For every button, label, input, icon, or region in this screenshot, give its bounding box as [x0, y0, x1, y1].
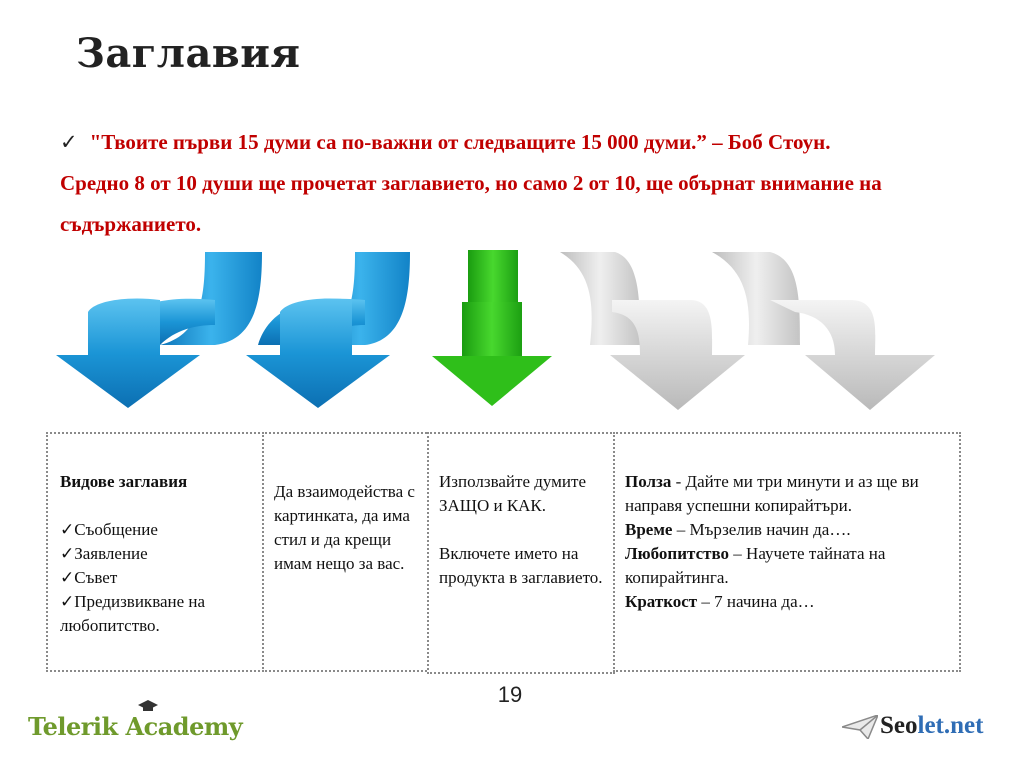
benefit-item — [625, 590, 951, 614]
headline-type-item: ✓Съвет — [60, 568, 118, 587]
headline-type-item: ✓Съобщение — [60, 520, 158, 539]
paper-plane-icon — [842, 715, 878, 739]
benefit-term: Полза — [625, 472, 672, 491]
quote-text: "Твоите първи 15 думи са по-важни от следващите 15 000 думи.” – Боб Стоун. Средно 8 от 10 души ще прочетат заглавието, но само 2 от 10, ще обърнат внимание на съдържанието. — [60, 130, 882, 236]
benefit-desc: - Дайте ми три минути и аз ще ви направя успешни копирайтъри. — [625, 472, 919, 515]
benefit-item — [625, 542, 951, 590]
headline-type-item: ✓Заявление — [60, 544, 148, 563]
slide-title: Заглавия — [76, 30, 301, 77]
benefit-desc: – 7 начина да… — [697, 592, 815, 611]
headline-types-box — [46, 432, 264, 672]
headline-type-item: ✓Предизвикване на любопитство. — [60, 592, 206, 635]
benefit-term: Краткост — [625, 592, 698, 611]
page-number: 19 — [497, 682, 523, 707]
seolet-logo — [842, 712, 983, 740]
check-icon: ✓ — [60, 130, 78, 154]
interact-box — [262, 432, 430, 672]
headline-types-heading: Видове заглавия — [60, 472, 188, 491]
words-box — [427, 432, 615, 674]
blue-arrow-icon — [246, 252, 410, 408]
benefits-box — [613, 432, 961, 672]
benefit-term: Време — [625, 520, 673, 539]
benefit-item — [625, 518, 951, 542]
telerik-academy-logo — [28, 712, 242, 741]
benefit-item — [625, 470, 951, 518]
gray-arrow-icon — [560, 252, 745, 410]
words-text-2: Включете името на продукта в заглавието. — [439, 544, 603, 587]
interact-text: Да взаимодейства с картинката, да има стил и да крещи имам нещо за вас. — [274, 482, 415, 573]
benefit-term: Любопитство — [625, 544, 730, 563]
seolet-logo-part1: Seo — [880, 712, 918, 739]
gray-arrow-icon — [712, 252, 935, 410]
benefit-desc: – Научете тайната на копирайтинга. — [625, 544, 886, 587]
green-arrow-icon — [432, 250, 552, 406]
graduation-cap-icon — [138, 700, 158, 712]
words-text-1: Използвайте думите ЗАЩО и КАК. — [439, 472, 586, 515]
benefit-desc: – Мързелив начин да…. — [672, 520, 851, 539]
seolet-logo-part2: let.net — [917, 712, 984, 739]
blue-arrow-icon — [56, 252, 262, 408]
telerik-academy-logo-text: Telerik Academy — [28, 712, 243, 741]
